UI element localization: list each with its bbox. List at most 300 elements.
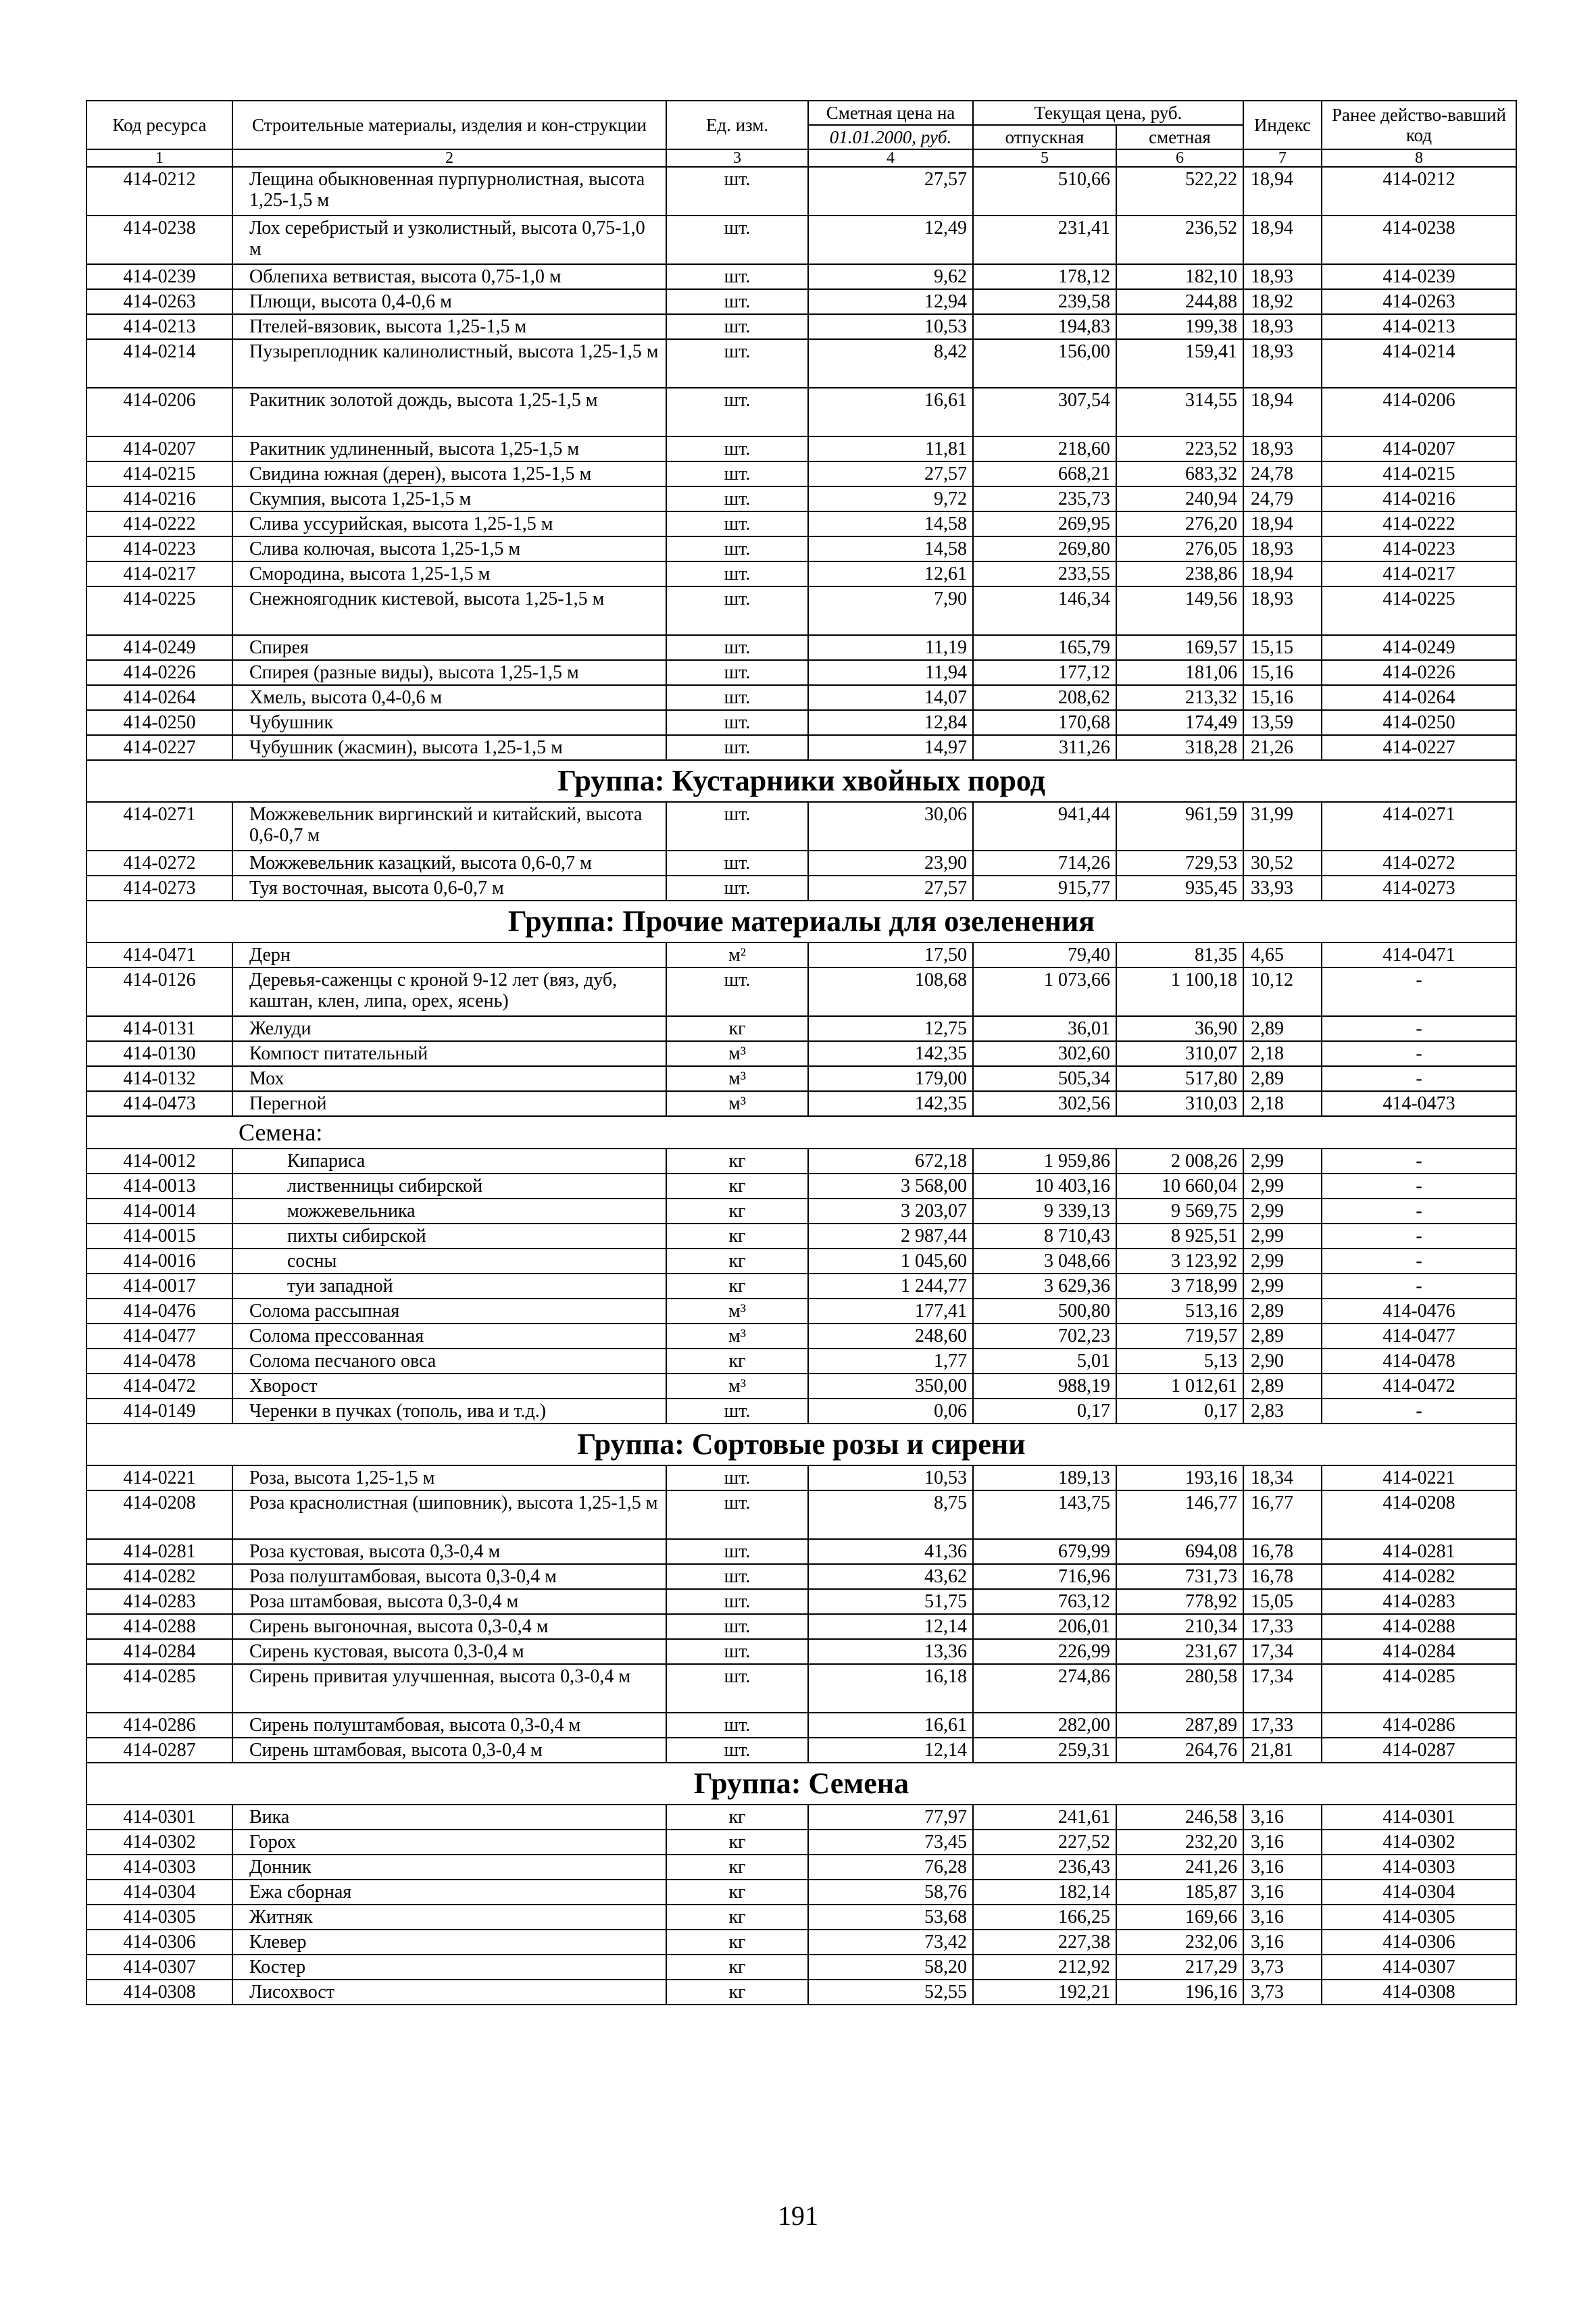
previous-code: 414-0305 [1322,1905,1516,1930]
price-index: 18,94 [1243,167,1322,216]
table-row [86,942,1516,967]
price-estimate: 217,29 [1116,1955,1243,1980]
price-2000: 13,36 [808,1639,973,1664]
price-estimate: 174,49 [1116,710,1243,735]
material-name: Сирень привитая улучшенная, высота 0,3-0,4 м [232,1664,666,1713]
price-2000: 142,35 [808,1041,973,1066]
table-row [86,436,1516,461]
material-name: Лох серебристый и узколистный, высота 0,75-1,0 м [232,216,666,264]
previous-code: - [1322,1249,1516,1274]
price-index: 30,52 [1243,851,1322,876]
unit: шт. [666,1614,808,1639]
table-row [86,1905,1516,1930]
resource-code: 414-0263 [86,289,232,314]
price-2000: 43,62 [808,1564,973,1589]
price-estimate: 0,17 [1116,1399,1243,1424]
resource-code: 414-0281 [86,1539,232,1564]
price-release: 165,79 [973,635,1116,660]
price-index: 2,18 [1243,1091,1322,1116]
unit: шт. [666,1589,808,1614]
unit: шт. [666,1399,808,1424]
table-row [86,1490,1516,1539]
table-row [86,685,1516,710]
price-estimate: 3 123,92 [1116,1249,1243,1274]
price-estimate: 146,77 [1116,1490,1243,1539]
price-index: 2,18 [1243,1041,1322,1066]
price-2000: 1 244,77 [808,1274,973,1299]
previous-code: - [1322,1016,1516,1041]
price-release: 239,58 [973,289,1116,314]
unit: кг [666,1274,808,1299]
resource-code: 414-0282 [86,1564,232,1589]
price-estimate: 232,20 [1116,1830,1243,1855]
material-name: Спирея (разные виды), высота 1,25-1,5 м [232,660,666,685]
unit: шт. [666,314,808,339]
column-number: 2 [232,149,666,167]
resource-code: 414-0015 [86,1224,232,1249]
resource-code: 414-0213 [86,314,232,339]
price-2000: 8,75 [808,1490,973,1539]
material-name: Туя восточная, высота 0,6-0,7 м [232,876,666,901]
material-name: Пузыреплодник калинолистный, высота 1,25-1,5 м [232,339,666,388]
price-release: 226,99 [973,1639,1116,1664]
table-row [86,1274,1516,1299]
price-2000: 53,68 [808,1905,973,1930]
unit: шт. [666,461,808,486]
price-index: 2,99 [1243,1174,1322,1199]
material-name: можжевельника [232,1199,666,1224]
price-2000: 672,18 [808,1149,973,1174]
price-release: 510,66 [973,167,1116,216]
resource-code: 414-0272 [86,851,232,876]
table-row [86,511,1516,536]
unit: шт. [666,635,808,660]
price-index: 16,78 [1243,1564,1322,1589]
price-2000: 108,68 [808,967,973,1016]
previous-code: 414-0306 [1322,1930,1516,1955]
previous-code: 414-0308 [1322,1980,1516,2005]
price-estimate: 182,10 [1116,264,1243,289]
price-estimate: 210,34 [1116,1614,1243,1639]
price-index: 18,94 [1243,561,1322,586]
unit: кг [666,1880,808,1905]
price-index: 15,15 [1243,635,1322,660]
price-index: 16,78 [1243,1539,1322,1564]
group-heading: Группа: Сортовые розы и сирени [86,1424,1516,1465]
previous-code: 414-0307 [1322,1955,1516,1980]
previous-code: 414-0304 [1322,1880,1516,1905]
table-row [86,167,1516,216]
unit: шт. [666,1738,808,1763]
previous-code: 414-0302 [1322,1830,1516,1855]
material-name: Клевер [232,1930,666,1955]
header-code: Код ресурса [86,101,232,149]
price-estimate: 513,16 [1116,1299,1243,1324]
price-estimate: 244,88 [1116,289,1243,314]
price-release: 189,13 [973,1465,1116,1490]
price-release: 227,52 [973,1830,1116,1855]
table-row [86,1224,1516,1249]
material-name: Хмель, высота 0,4-0,6 м [232,685,666,710]
price-estimate: 287,89 [1116,1713,1243,1738]
previous-code: 414-0207 [1322,436,1516,461]
price-release: 192,21 [973,1980,1116,2005]
resource-code: 414-0014 [86,1199,232,1224]
price-release: 10 403,16 [973,1174,1116,1199]
unit: шт. [666,802,808,851]
page-number: 191 [778,2200,818,2231]
resource-code: 414-0283 [86,1589,232,1614]
unit: шт. [666,289,808,314]
price-release: 5,01 [973,1349,1116,1374]
resource-code: 414-0264 [86,685,232,710]
price-index: 18,94 [1243,388,1322,436]
unit: шт. [666,1564,808,1589]
price-estimate: 240,94 [1116,486,1243,511]
price-2000: 350,00 [808,1374,973,1399]
column-number: 8 [1322,149,1516,167]
column-number: 6 [1116,149,1243,167]
price-2000: 7,90 [808,586,973,635]
price-index: 24,78 [1243,461,1322,486]
material-name: сосны [232,1249,666,1274]
table-row [86,1299,1516,1324]
price-release: 79,40 [973,942,1116,967]
price-release: 716,96 [973,1564,1116,1589]
resource-code: 414-0013 [86,1174,232,1199]
previous-code: 414-0217 [1322,561,1516,586]
price-index: 18,93 [1243,436,1322,461]
header-current-price: Текущая цена, руб. [973,101,1243,125]
resource-code: 414-0476 [86,1299,232,1324]
price-2000: 12,14 [808,1614,973,1639]
unit: шт. [666,536,808,561]
price-index: 18,93 [1243,339,1322,388]
price-release: 9 339,13 [973,1199,1116,1224]
price-index: 18,34 [1243,1465,1322,1490]
price-estimate: 199,38 [1116,314,1243,339]
resource-code: 414-0225 [86,586,232,635]
table-row [86,1041,1516,1066]
resource-code: 414-0305 [86,1905,232,1930]
price-estimate: 231,67 [1116,1639,1243,1664]
resource-code: 414-0239 [86,264,232,289]
price-2000: 179,00 [808,1066,973,1091]
price-release: 763,12 [973,1589,1116,1614]
material-name: Горох [232,1830,666,1855]
price-index: 2,99 [1243,1249,1322,1274]
table-row [86,735,1516,760]
table-row [86,388,1516,436]
price-release: 36,01 [973,1016,1116,1041]
price-release: 3 629,36 [973,1274,1116,1299]
price-estimate: 181,06 [1116,660,1243,685]
table-row [86,1805,1516,1830]
price-index: 3,16 [1243,1905,1322,1930]
unit: кг [666,1830,808,1855]
resource-code: 414-0307 [86,1955,232,1980]
table-row [86,339,1516,388]
price-index: 18,93 [1243,314,1322,339]
material-name: Хворост [232,1374,666,1399]
price-index: 2,99 [1243,1199,1322,1224]
price-release: 212,92 [973,1955,1116,1980]
material-name: Спирея [232,635,666,660]
price-index: 16,77 [1243,1490,1322,1539]
price-2000: 27,57 [808,167,973,216]
material-name: Сирень полуштамбовая, высота 0,3-0,4 м [232,1713,666,1738]
price-estimate: 213,32 [1116,685,1243,710]
price-estimate: 729,53 [1116,851,1243,876]
price-2000: 11,19 [808,635,973,660]
previous-code: 414-0264 [1322,685,1516,710]
table-header [86,101,1516,167]
unit: шт. [666,339,808,388]
price-release: 170,68 [973,710,1116,735]
price-estimate: 5,13 [1116,1349,1243,1374]
resource-code: 414-0273 [86,876,232,901]
material-name: Слива колючая, высота 1,25-1,5 м [232,536,666,561]
column-number: 4 [808,149,973,167]
previous-code: - [1322,1199,1516,1224]
unit: кг [666,1805,808,1830]
previous-code: 414-0206 [1322,388,1516,436]
header-index: Индекс [1243,101,1322,149]
unit: шт. [666,264,808,289]
material-name: Сирень выгоночная, высота 0,3-0,4 м [232,1614,666,1639]
price-release: 182,14 [973,1880,1116,1905]
price-index: 15,16 [1243,660,1322,685]
material-name: Снежноягодник кистевой, высота 1,25-1,5 м [232,586,666,635]
price-release: 269,80 [973,536,1116,561]
material-name: Лисохвост [232,1980,666,2005]
price-release: 714,26 [973,851,1116,876]
unit: шт. [666,586,808,635]
group-heading: Группа: Прочие материалы для озеленения [86,901,1516,942]
material-name: Птелей-вязовик, высота 1,25-1,5 м [232,314,666,339]
table-row [86,1589,1516,1614]
price-2000: 73,42 [808,1930,973,1955]
material-name: Солома рассыпная [232,1299,666,1324]
price-estimate: 719,57 [1116,1324,1243,1349]
price-estimate: 10 660,04 [1116,1174,1243,1199]
price-index: 3,73 [1243,1980,1322,2005]
price-release: 505,34 [973,1066,1116,1091]
material-name: Смородина, высота 1,25-1,5 м [232,561,666,586]
group-heading: Группа: Кустарники хвойных пород [86,760,1516,802]
price-estimate: 276,20 [1116,511,1243,536]
header-price-2000: Сметная цена на [808,101,973,125]
previous-code: 414-0225 [1322,586,1516,635]
material-name: Чубушник (жасмин), высота 1,25-1,5 м [232,735,666,760]
price-index: 17,34 [1243,1639,1322,1664]
price-2000: 12,61 [808,561,973,586]
previous-code: - [1322,1274,1516,1299]
table-row [86,536,1516,561]
material-name: Роза кустовая, высота 0,3-0,4 м [232,1539,666,1564]
subheading-row [86,1116,1516,1149]
unit: шт. [666,1465,808,1490]
table-row [86,1738,1516,1763]
price-estimate: 778,92 [1116,1589,1243,1614]
table-row [86,586,1516,635]
price-index: 33,93 [1243,876,1322,901]
previous-code: 414-0227 [1322,735,1516,760]
unit: м³ [666,1066,808,1091]
price-index: 2,89 [1243,1299,1322,1324]
price-index: 17,33 [1243,1614,1322,1639]
price-estimate: 310,07 [1116,1041,1243,1066]
price-index: 15,16 [1243,685,1322,710]
previous-code: 414-0214 [1322,339,1516,388]
price-2000: 27,57 [808,876,973,901]
previous-code: 414-0215 [1322,461,1516,486]
price-2000: 11,94 [808,660,973,685]
price-2000: 14,58 [808,511,973,536]
unit: шт. [666,388,808,436]
material-name: Ежа сборная [232,1880,666,1905]
previous-code: 414-0472 [1322,1374,1516,1399]
price-2000: 14,58 [808,536,973,561]
price-estimate: 3 718,99 [1116,1274,1243,1299]
unit: шт. [666,685,808,710]
price-index: 17,33 [1243,1713,1322,1738]
price-2000: 16,61 [808,1713,973,1738]
unit: м³ [666,1299,808,1324]
price-2000: 3 203,07 [808,1199,973,1224]
unit: кг [666,1016,808,1041]
resource-code: 414-0222 [86,511,232,536]
price-estimate: 935,45 [1116,876,1243,901]
material-name: Сирень кустовая, высота 0,3-0,4 м [232,1639,666,1664]
unit: м³ [666,1041,808,1066]
price-2000: 9,62 [808,264,973,289]
unit: кг [666,1249,808,1274]
unit: шт. [666,660,808,685]
unit: кг [666,1855,808,1880]
resource-code: 414-0212 [86,167,232,216]
table-row [86,1465,1516,1490]
price-index: 10,12 [1243,967,1322,1016]
resource-code: 414-0131 [86,1016,232,1041]
price-estimate: 2 008,26 [1116,1149,1243,1174]
price-index: 18,94 [1243,216,1322,264]
table-row [86,851,1516,876]
previous-code: 414-0476 [1322,1299,1516,1324]
header-current-release: отпускная [973,125,1116,149]
price-estimate: 185,87 [1116,1880,1243,1905]
resource-code: 414-0284 [86,1639,232,1664]
resource-code: 414-0132 [86,1066,232,1091]
table-row [86,461,1516,486]
material-name: Мох [232,1066,666,1091]
price-2000: 51,75 [808,1589,973,1614]
price-index: 2,89 [1243,1016,1322,1041]
table-row [86,1564,1516,1589]
price-2000: 58,76 [808,1880,973,1905]
price-2000: 0,06 [808,1399,973,1424]
price-index: 2,90 [1243,1349,1322,1374]
price-index: 2,99 [1243,1224,1322,1249]
material-name: Перегной [232,1091,666,1116]
price-estimate: 310,03 [1116,1091,1243,1116]
material-name: пихты сибирской [232,1224,666,1249]
table-row [86,264,1516,289]
unit: м² [666,942,808,967]
resource-code: 414-0017 [86,1274,232,1299]
resource-code: 414-0472 [86,1374,232,1399]
price-release: 231,41 [973,216,1116,264]
price-estimate: 223,52 [1116,436,1243,461]
price-release: 988,19 [973,1374,1116,1399]
price-estimate: 683,32 [1116,461,1243,486]
header-current-estimate: сметная [1116,125,1243,149]
table-row [86,1664,1516,1713]
material-name: Черенки в пучках (тополь, ива и т.д.) [232,1399,666,1424]
price-2000: 12,75 [808,1016,973,1041]
previous-code: 414-0216 [1322,486,1516,511]
resource-code: 414-0304 [86,1880,232,1905]
price-2000: 73,45 [808,1830,973,1855]
price-table [86,100,1517,2005]
material-name: Кипариса [232,1149,666,1174]
resource-code: 414-0308 [86,1980,232,2005]
unit: шт. [666,851,808,876]
price-2000: 41,36 [808,1539,973,1564]
unit: шт. [666,216,808,264]
table-row [86,1955,1516,1980]
previous-code: 414-0263 [1322,289,1516,314]
previous-code: 414-0249 [1322,635,1516,660]
unit: кг [666,1174,808,1199]
price-release: 307,54 [973,388,1116,436]
price-index: 2,99 [1243,1149,1322,1174]
material-name: Солома прессованная [232,1324,666,1349]
unit: кг [666,1980,808,2005]
resource-code: 414-0221 [86,1465,232,1490]
price-2000: 52,55 [808,1980,973,2005]
price-index: 3,16 [1243,1930,1322,1955]
price-estimate: 522,22 [1116,167,1243,216]
material-name: лиственницы сибирской [232,1174,666,1199]
material-name: Ракитник удлиненный, высота 1,25-1,5 м [232,436,666,461]
price-2000: 16,18 [808,1664,973,1713]
price-release: 1 959,86 [973,1149,1116,1174]
price-table-sheet [86,100,1516,2005]
price-2000: 14,07 [808,685,973,710]
price-2000: 9,72 [808,486,973,511]
table-row [86,1066,1516,1091]
price-release: 241,61 [973,1805,1116,1830]
resource-code: 414-0207 [86,436,232,461]
previous-code: 414-0212 [1322,167,1516,216]
previous-code: - [1322,1041,1516,1066]
unit: м³ [666,1324,808,1349]
price-index: 18,93 [1243,536,1322,561]
price-index: 2,83 [1243,1399,1322,1424]
group-heading-row [86,1763,1516,1805]
resource-code: 414-0271 [86,802,232,851]
price-estimate: 241,26 [1116,1855,1243,1880]
price-2000: 12,49 [808,216,973,264]
resource-code: 414-0126 [86,967,232,1016]
price-release: 208,62 [973,685,1116,710]
column-number: 3 [666,149,808,167]
price-index: 18,92 [1243,289,1322,314]
resource-code: 414-0208 [86,1490,232,1539]
material-name: Вика [232,1805,666,1830]
price-index: 3,16 [1243,1830,1322,1855]
